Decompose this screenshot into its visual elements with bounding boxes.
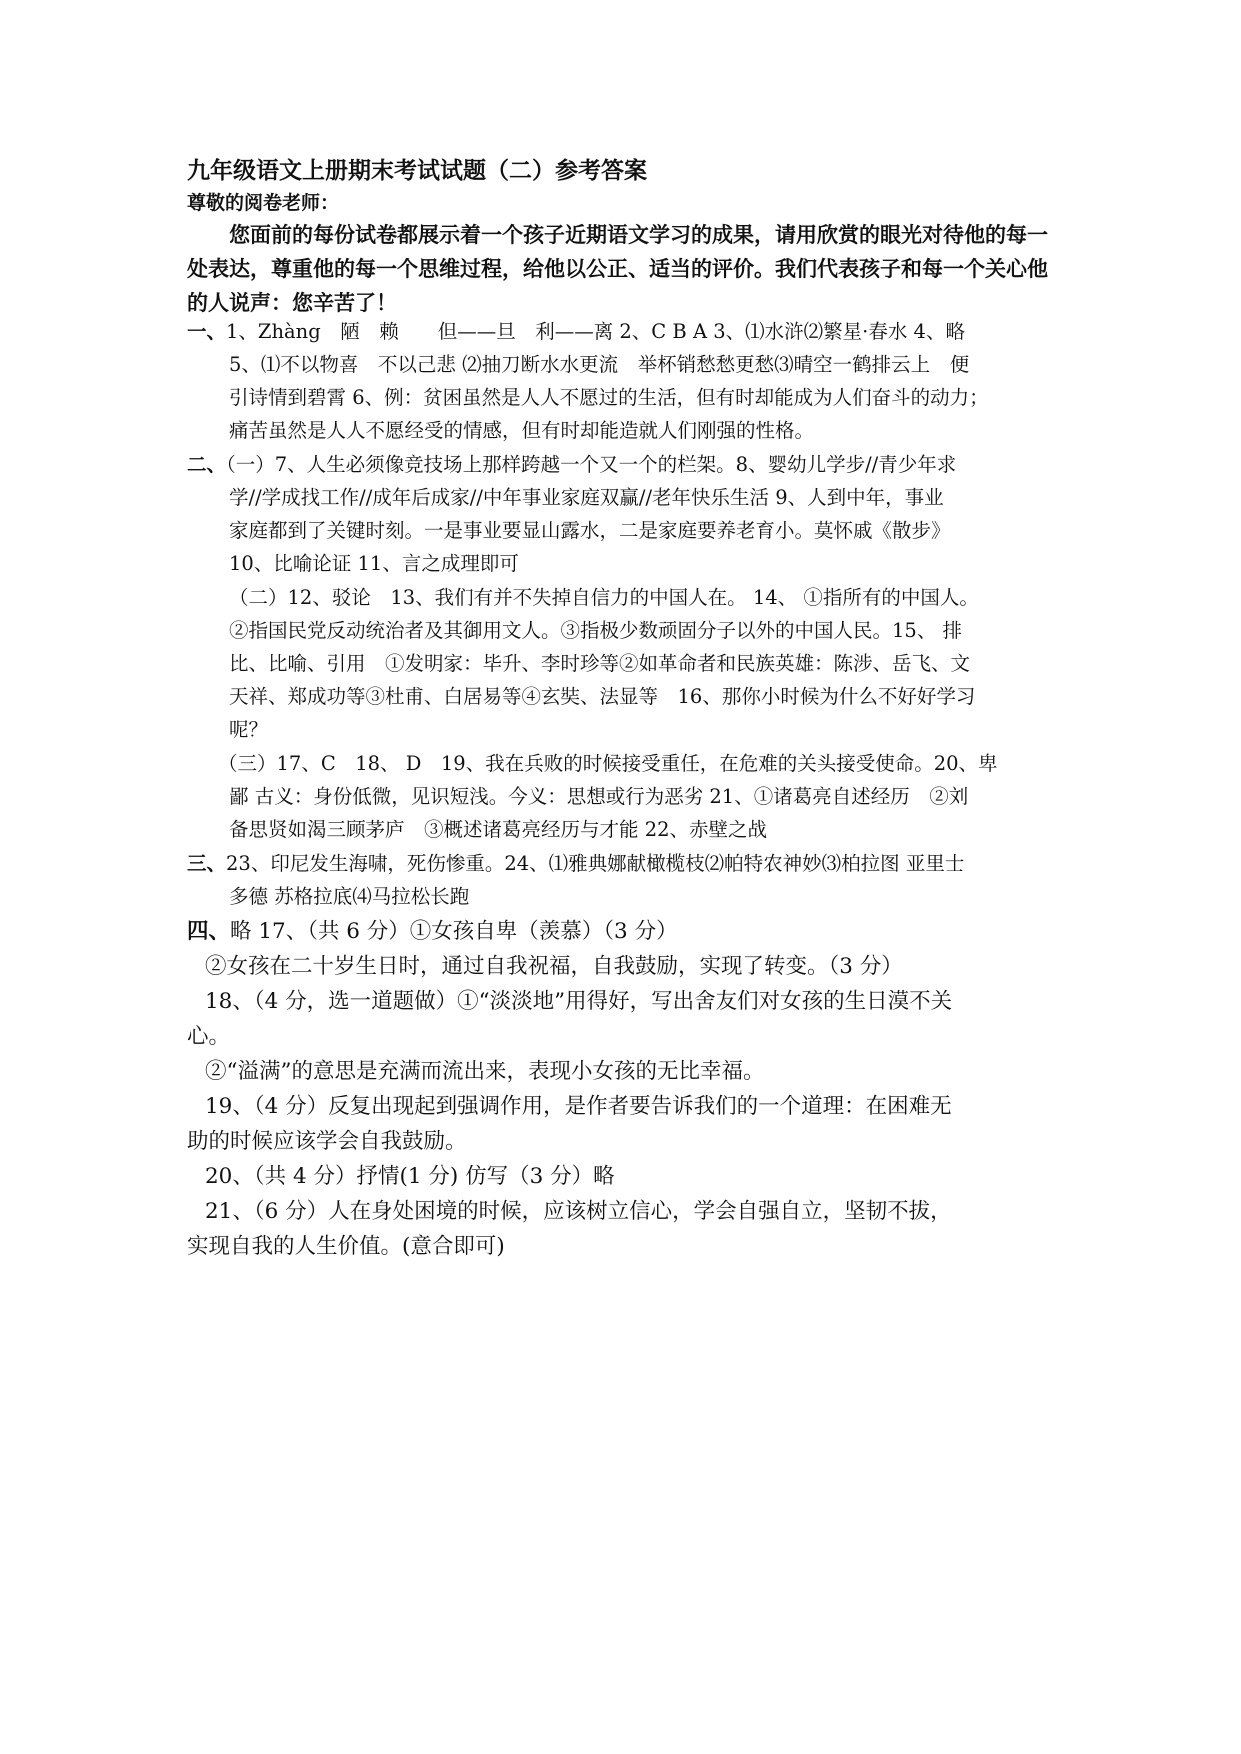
section-2-line-1: 二、（一）7、人生必须像竞技场上那样跨越一个又一个的栏架。8、婴幼儿学步//青少年求 <box>187 453 957 476</box>
section-2-line-2: 学//学成找工作//成年后成家//中年事业家庭双赢//老年快乐生活 9、人到中年，事业 <box>229 486 944 509</box>
section-1-marker: 一、 <box>187 320 227 343</box>
section-2-line-10: （三）17、C 18、 D 19、我在兵败的时候接受重任，在危难的关头接受使命。20、卑 <box>218 752 998 775</box>
intro-paragraph: 您面前的每份试卷都展示着一个孩子近期语文学习的成果，请用欣赏的眼光对待他的每一处表达，尊重他的每一个思维过程，给他以公正、适当的评价。我们代表孩子和每一个关心他的人说声：您辛苦了！ <box>187 222 1048 315</box>
document-title: 九年级语文上册期末考试试题（二）参考答案 <box>187 157 647 184</box>
section-4-line-4: 心。 <box>187 1024 231 1049</box>
section-3-marker: 三、 <box>187 852 227 875</box>
section-4-line-7: 助的时候应该学会自我鼓励。 <box>187 1129 467 1154</box>
section-4-marker: 四、 <box>187 919 231 944</box>
section-2-line-6: ②指国民党反动统治者及其御用文人。③指极少数顽固分子以外的中国人民。15、 排 <box>229 619 963 642</box>
salutation: 尊敬的阅卷老师： <box>187 192 340 214</box>
section-2-line-7: 比、比喻、引用 ①发明家：毕升、李时珍等②如革命者和民族英雄：陈涉、岳飞、文 <box>229 652 971 675</box>
section-4-line-2: ②女孩在二十岁生日时，通过自我祝福，自我鼓励，实现了转变。（3 分） <box>205 954 903 979</box>
section-2-line-4: 10、比喻论证 11、言之成理即可 <box>229 552 519 575</box>
section-2-line-5: （二）12、驳论 13、我们有并不失掉自信力的中国人在。 14、 ①指所有的中国人。 <box>229 586 979 609</box>
section-1-line-3: 引诗情到碧霄 6、例：贫困虽然是人人不愿过的生活，但有时却能成为人们奋斗的动力； <box>229 386 989 409</box>
section-4-line-9: 21、（6 分）人在身处困境的时候，应该树立信心，学会自强自立，坚韧不拔， <box>205 1199 952 1224</box>
section-2-line-11: 鄙 古义：身份低微，见识短浅。今义：思想或行为恶劣 21、①诸葛亮自述经历 ②刘 <box>229 785 969 808</box>
section-2-line-3: 家庭都到了关键时刻。一是事业要显山露水，二是家庭要养老育小。莫怀戚《散步》 <box>229 519 951 542</box>
section-1-line-2: 5、⑴不以物喜 不以己悲 ⑵抽刀断水水更流 举杯销愁愁更愁⑶晴空一鹤排云上 便 <box>229 353 970 376</box>
section-4-line-10: 实现自我的人生价值。(意合即可) <box>187 1234 505 1259</box>
section-3-line-1: 三、23、印尼发生海啸，死伤惨重。24、⑴雅典娜献橄榄枝⑵帕特农神妙⑶柏拉图 亚里士 <box>187 852 965 875</box>
section-2-marker: 二、 <box>187 453 227 476</box>
section-4-line-1: 四、略 17、（共 6 分）①女孩自卑（羡慕）（3 分） <box>187 919 678 944</box>
section-1-line-1: 一、1、Zhàng 陋 赖 但——旦 利——离 2、C B A 3、⑴水浒⑵繁星·春水 4、略 <box>187 320 965 343</box>
section-3-line-2: 多德 苏格拉底⑷马拉松长跑 <box>229 885 470 908</box>
section-2-line-12: 备思贤如渴三顾茅庐 ③概述诸葛亮经历与才能 22、赤壁之战 <box>229 818 768 841</box>
section-1-line-4: 痛苦虽然是人人不愿经受的情感，但有时却能造就人们刚强的性格。 <box>229 419 815 442</box>
section-4-line-3: 18、（4 分，选一道题做）①“淡淡地”用得好，写出舍友们对女孩的生日漠不关 <box>205 989 953 1014</box>
section-4-line-5: ②“溢满”的意思是充满而流出来，表现小女孩的无比幸福。 <box>205 1059 765 1084</box>
section-2-line-9: 呢？ <box>229 718 269 741</box>
section-4-line-6: 19、（4 分）反复出现起到强调作用，是作者要告诉我们的一个道理：在困难无 <box>205 1094 952 1119</box>
section-2-line-8: 天祥、郑成功等③杜甫、白居易等④玄奘、法显等 16、那你小时候为什么不好好学习 <box>229 685 976 708</box>
section-4-line-8: 20、（共 4 分）抒情(1 分) 仿写（3 分）略 <box>205 1164 615 1189</box>
